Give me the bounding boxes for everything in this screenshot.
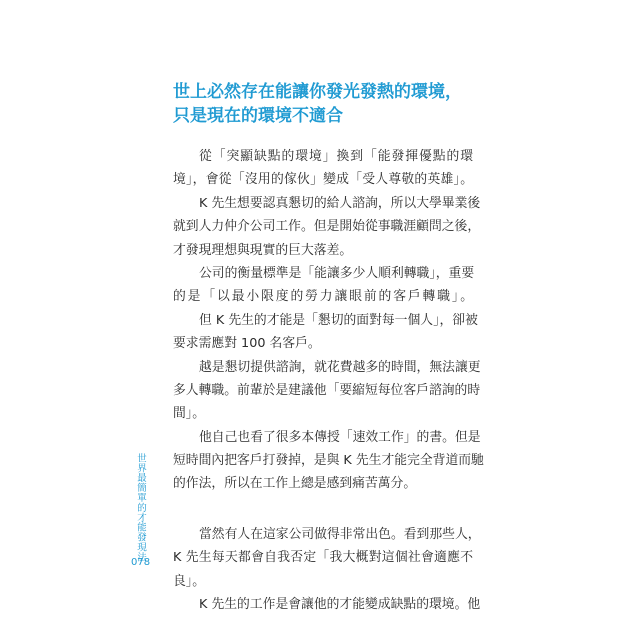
- body-text: [173, 145, 484, 616]
- paragraph-5-line-1: 越是懇切提供諮詢，就花費越多的時間，無法讓更: [199, 359, 481, 375]
- paragraph-3-line-1: 公司的衡量標準是「能讓多少人順利轉職」，重要: [199, 265, 475, 281]
- section-gap: [173, 496, 473, 523]
- paragraph-6-line-2: 短時間內把客戶打發掉，是與 K 先生才能完全背道而馳: [173, 453, 484, 469]
- paragraph-5-line-2: 多人轉職。前輩於是建議他「要縮短每位客戶諮詢的時: [173, 382, 481, 398]
- running-book-title: 世界最簡單的才能發現法: [135, 453, 146, 562]
- paragraph-1-line-2: 境」，會從「沒用的傢伙」變成「受人尊敬的英雄」。: [173, 172, 473, 188]
- paragraph-7-line-3: 良」。: [173, 573, 205, 589]
- section-heading-line-1: 世上必然存在能讓你發光發熱的環境，: [173, 82, 462, 102]
- paragraph-1-line-1: 從「突顯缺點的環境」換到「能發揮優點的環: [199, 149, 473, 164]
- paragraph-7-line-2: K 先生每天都會自我否定「我大概對這個社會適應不: [173, 550, 473, 566]
- paragraph-3-line-2: 的是「以最小限度的勞力讓眼前的客戶轉職」。: [173, 289, 473, 305]
- section-heading: [173, 80, 503, 128]
- section-heading-line-2: 只是現在的環境不適合: [173, 106, 343, 126]
- paragraph-4-line-1: 但 K 先生的才能是「懇切的面對每一個人」，卻被: [199, 312, 478, 328]
- paragraph-2-line-1: K 先生想要認真懇切的給人諮詢，所以大學畢業後: [199, 195, 481, 211]
- paragraph-7-line-1: 當然有人在這家公司做得非常出色。看到那些人，: [199, 526, 481, 542]
- paragraph-8-line-1: K 先生的工作是會讓他的才能變成缺點的環境。他: [199, 597, 481, 613]
- paragraph-4-line-2: 要求需應對 100 名客戶。: [173, 336, 321, 352]
- page-number: 078: [131, 557, 151, 568]
- paragraph-6-line-3: 的作法，所以在工作上總是感到痛苦萬分。: [173, 476, 417, 492]
- paragraph-2-line-3: 才發現理想與現實的巨大落差。: [173, 242, 353, 258]
- paragraph-2-line-2: 就到人力仲介公司工作。但是開始從事職涯顧問之後，: [173, 219, 481, 235]
- paragraph-5-line-3: 間」。: [173, 406, 205, 422]
- paragraph-6-line-1: 他自己也看了很多本傳授「速效工作」的書。但是: [199, 429, 481, 445]
